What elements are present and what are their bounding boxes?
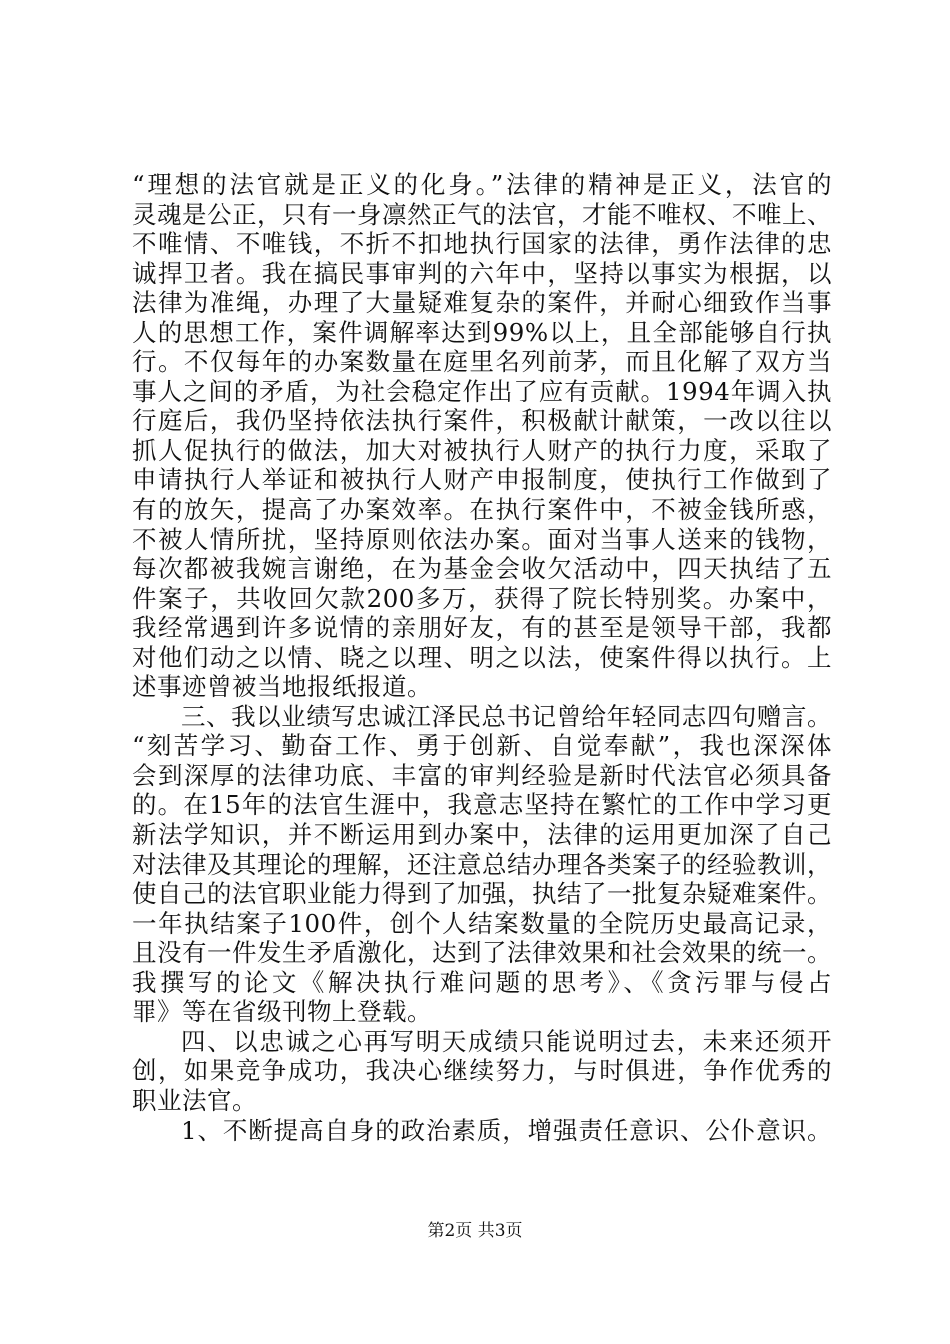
document-body [132, 170, 832, 1145]
text-line: 且没有一件发生矛盾激化，达到了法律效果和社会效果的统一。 [132, 938, 832, 968]
list-item-line: 1、不断提高自身的政治素质，增强责任意识、公仆意识。 [181, 1115, 832, 1145]
text-line: 每次都被我婉言谢绝，在为基金会收欠活动中，四天执结了五 [132, 554, 832, 584]
text-line: “理想的法官就是正义的化身。”法律的精神是正义，法官的 [132, 170, 832, 199]
text-line: 不被人情所扰，坚持原则依法办案。面对当事人送来的钱物， [132, 524, 832, 554]
text-line: 罪》等在省级刊物上登载。 [132, 997, 432, 1027]
text-line: 会到深厚的法律功底、丰富的审判经验是新时代法官必须具备 [132, 760, 832, 790]
text-line: 法律为准绳，办理了大量疑难复杂的案件，并耐心细致作当事 [132, 288, 832, 318]
text-line: 述事迹曾被当地报纸报道。 [132, 672, 432, 702]
text-line: 抓人促执行的做法，加大对被执行人财产的执行力度，采取了 [132, 435, 832, 465]
text-line: 有的放矢，提高了办案效率。在执行案件中，不被金钱所惑， [132, 495, 832, 525]
text-line: 的。在15年的法官生涯中，我意志坚持在繁忙的工作中学习更 [132, 790, 832, 820]
text-line: 诚捍卫者。我在搞民事审判的六年中，坚持以事实为根据，以 [132, 258, 832, 288]
section-heading-line: 三、我以业绩写忠诚江泽民总书记曾给年轻同志四句赠言。 [181, 701, 832, 731]
text-line: 我撰写的论文《解决执行难问题的思考》、《贪污罪与侵占 [132, 967, 832, 997]
text-line: 我经常遇到许多说情的亲朋好友，有的甚至是领导干部，我都 [132, 613, 832, 643]
text-line: 创，如果竞争成功，我决心继续努力，与时俱进，争作优秀的 [132, 1056, 832, 1086]
text-line: 新法学知识，并不断运用到办案中，法律的运用更加深了自己 [132, 820, 832, 850]
section-heading-line: 四、以忠诚之心再写明天成绩只能说明过去，未来还须开 [181, 1026, 832, 1056]
text-line: 职业法官。 [132, 1085, 257, 1115]
text-line: 对他们动之以情、晓之以理、明之以法，使案件得以执行。上 [132, 642, 832, 672]
text-line: 灵魂是公正，只有一身凛然正气的法官，才能不唯权、不唯上、 [132, 199, 832, 229]
text-line: 行庭后，我仍坚持依法执行案件，积极献计献策，一改以往以 [132, 406, 832, 436]
text-line: 件案子，共收回欠款200多万，获得了院长特别奖。办案中， [132, 583, 832, 613]
text-line: “刻苦学习、勤奋工作、勇于创新、自觉奉献”，我也深深体 [132, 731, 832, 761]
text-line: 不唯情、不唯钱，不折不扣地执行国家的法律，勇作法律的忠 [132, 229, 832, 259]
text-line: 事人之间的矛盾，为社会稳定作出了应有贡献。1994年调入执 [132, 376, 832, 406]
text-line: 一年执结案子100件，创个人结案数量的全院历史最高记录， [132, 908, 832, 938]
text-line: 对法律及其理论的理解，还注意总结办理各类案子的经验教训， [132, 849, 832, 879]
text-line: 人的思想工作，案件调解率达到99%以上，且全部能够自行执 [132, 317, 832, 347]
text-line: 使自己的法官职业能力得到了加强，执结了一批复杂疑难案件。 [132, 879, 832, 909]
text-line: 行。不仅每年的办案数量在庭里名列前茅，而且化解了双方当 [132, 347, 832, 377]
page-number-footer: 第2页 共3页 [427, 1221, 523, 1241]
text-line: 申请执行人举证和被执行人财产申报制度，使执行工作做到了 [132, 465, 832, 495]
